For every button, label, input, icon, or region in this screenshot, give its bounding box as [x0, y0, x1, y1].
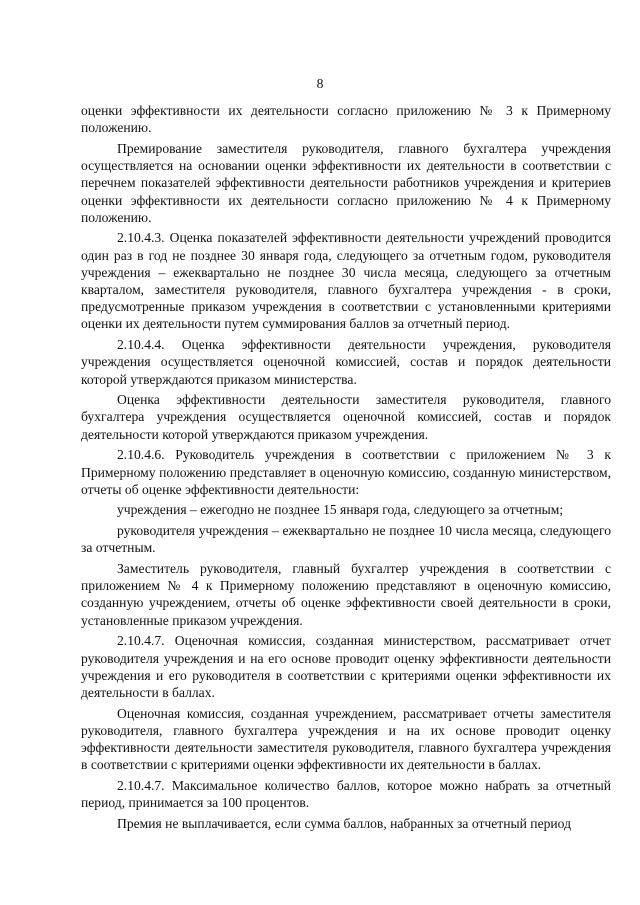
- document-body: [81, 102, 611, 836]
- paragraph-2-10-4-4: 2.10.4.4. Оценка эффективности деятельности учреждения, руководителя учреждения осуществляется оценочной комиссией, состав и порядок деятельности которой утверждаются приказом министерства.: [81, 337, 611, 387]
- paragraph-deputy-reports: Заместитель руководителя, главный бухгалтер учреждения в соответствии с приложением № 4 к Примерному положению представляют в оценочную комиссию, созданную учреждением, отчеты об оценке эффективности своей деятельности в сроки, установленные приказом учреждения.: [81, 561, 611, 628]
- paragraph-2-10-4-6: 2.10.4.6. Руководитель учреждения в соответствии с приложением № 3 к Примерному положению представляет в оценочную комиссию, созданную министерством, отчеты об оценке эффективности деятельности:: [81, 447, 611, 497]
- paragraph-institution-deadline: учреждения – ежегодно не позднее 15 января года, следующего за отчетным;: [117, 502, 564, 518]
- page-number: 8: [316, 76, 324, 91]
- paragraph-deputy-bonus: Премирование заместителя руководителя, главного бухгалтера учреждения осуществляется на основании оценки эффективности их деятельности в соответствии с перечнем показателей эффективности деятельности работников учреждения и критериев оценки эффективности их деятельности согласно приложению № 4 к Примерному положению.: [81, 140, 611, 225]
- paragraph-2-10-4-7-commission: 2.10.4.7. Оценочная комиссия, созданная министерством, рассматривает отчет руководителя учреждения и на его основе проводит оценку эффективности деятельности учреждения и его руководителя в соответствии с критериями оценки эффективности их деятельности в баллах.: [81, 633, 611, 700]
- paragraph-2-10-4-7-max-points: 2.10.4.7. Максимальное количество баллов, которое можно набрать за отчетный период, принимается за 100 процентов.: [81, 778, 611, 811]
- paragraph-continuation: оценки эффективности их деятельности согласно приложению № 3 к Примерному положению.: [81, 103, 611, 136]
- paragraph-head-deadline: руководителя учреждения – ежеквартально не позднее 10 числа месяца, следующего за отчетным.: [81, 523, 611, 556]
- paragraph-2-10-4-3: 2.10.4.3. Оценка показателей эффективности деятельности учреждений проводится один раз в год не позднее 30 января года, следующего за отчетным годом, руководителя учреждения – ежеквартально не позднее 30 числа месяца, следующего за отчетным кварталом, заместителя руководителя, главного бухгалтера учреждения - в сроки, предусмотренные приказом учреждения в соответствии с установленными критериями оценки их деятельности путем суммирования баллов за отчетный период.: [81, 230, 611, 332]
- paragraph-bonus-not-paid: Премия не выплачивается, если сумма баллов, набранных за отчетный период: [117, 815, 572, 831]
- paragraph-deputy-evaluation: Оценка эффективности деятельности заместителя руководителя, главного бухгалтера учреждения осуществляется оценочной комиссией, состав и порядок деятельности которой утверждаются приказом учреждения.: [81, 392, 611, 442]
- paragraph-institution-commission: Оценочная комиссия, созданная учреждением, рассматривает отчеты заместителя руководителя, главного бухгалтера учреждения и на их основе проводит оценку эффективности деятельности заместителя руководителя, главного бухгалтера учреждения в соответствии с критериями оценки эффективности их деятельности в баллах.: [81, 705, 611, 773]
